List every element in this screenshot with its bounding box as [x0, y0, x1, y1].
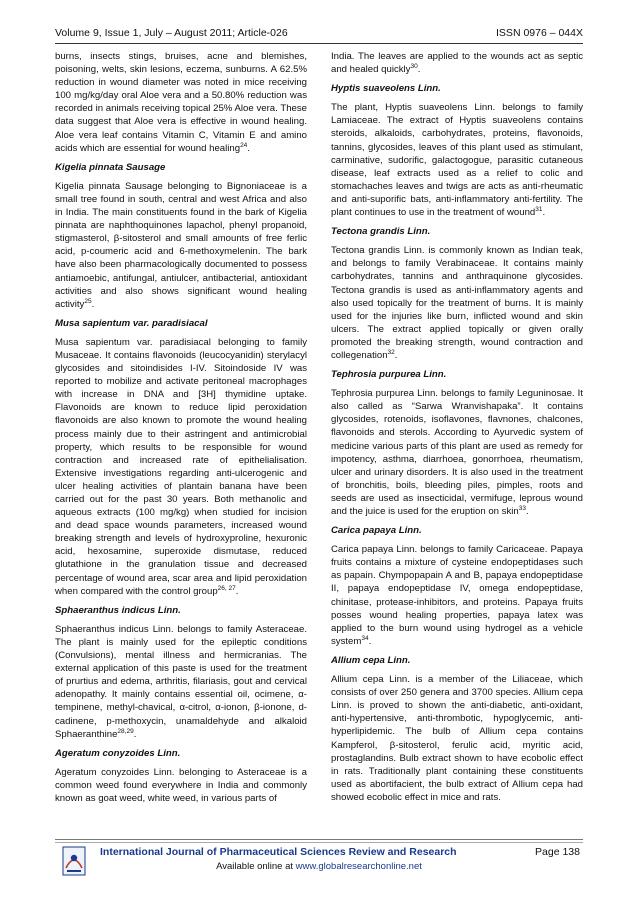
- paragraph: Tephrosia purpurea Linn. belongs to family Leguninosae. It also called as “Sarwa Wranvishapaka”. It contains glycosides, rotenoids, isoflavones, flavnones, chalcones, flavonoids and sterols. According to Ayurvedic system of medicine various parts of this plant are used as remedy for impotency, asthma, diarrhoea, gonorrhoea, rheumatism, ulcer and urinary disorders. It is also used in the treatment of bronchitis, boils, bleeding piles, pimples, roots and seeds are used as insecticidal, vermifuge, leprous wound and the juice is used for the eruption on skin$^{33}$.: [331, 388, 583, 517]
- website-link[interactable]: www.globalresearchonline.net: [295, 861, 422, 872]
- paragraph: The plant, Hyptis suaveolens Linn. belongs to family Lamiaceae. The extract of Hyptis suaveolens contains steroids, alkaloids, carbohydrates, proteins, flavonoids, tannins, glycosides, leaves of this plant used as stimulant, carminative, sudorific, galactogogue, parasitic cutaneous disease, leaf extracts used as a relief to colic and stomachaches leaves and twigs are acts as anti-rheumatic and anti-suporific bats, anti-inflammatory anti-fertility. The plant continues to use in the treatment of wound$^{31}$.: [331, 102, 583, 219]
- citation: 25: [84, 297, 92, 305]
- citation: 32: [387, 348, 395, 356]
- section-heading: Musa sapientum var. paradisiacal: [55, 317, 208, 329]
- paragraph: Kigelia pinnata Sausage belonging to Bignoniaceae is a small tree found in south, central and west Africa and also in India. The main constituents found in the bark of Kigelia pinnata are naphthoquinones lapachol, phenyl propanoid, stigmasterol, β-sitosterol and small amounts of free ferlic acid, p-coumeric acid and 6-methoxymelenin. The bark have also been pharmacologically documented to possess antiamoebic, antifungal, antiulcer, antibacterial, antioxidant activities and also shows significant wound healing activity$^{25}$.: [55, 180, 307, 310]
- section-heading: Carica papaya Linn.: [331, 525, 422, 537]
- section-heading: Tephrosia purpurea Linn.: [331, 369, 447, 381]
- citation: 28,29: [117, 727, 134, 735]
- section-heading: Hyptis suaveolens Linn.: [331, 83, 441, 95]
- header-rule: [55, 43, 583, 44]
- paragraph: Sphaeranthus indicus Linn. belongs to family Asteraceae. The plant is mainly used for the epileptic conditions (Convulsions), mental illness and hermicranias. The external application of this paste is used for the treatment of prurtius and edema, arthritis, filariasis, gout and cervical adenopathy. It mainly contains essential oil, ocimene, α-tempinene, methyl-chavical, α-citrol, α-ionon, β-ionone, d-cadinene, p-methoxycin, unamaldehyde and alkaloid Sphaeranthine$^{28,29}$.: [55, 623, 307, 740]
- section-heading: Allium cepa Linn.: [331, 654, 411, 666]
- journal-name: International Journal of Pharmaceutical Sciences Review and Research: [100, 846, 457, 858]
- page-header: [55, 24, 583, 44]
- left-column: [55, 50, 307, 811]
- paragraph: Allium cepa Linn. is a member of the Liliaceae, which consists of over 250 genera and 3700 species. Allium cepa Linn. is proved to shown the anti-diabetic, anti-oxidant, anti-hypertensive, anti-thrombotic, hypoglycemic, anti-hyperlipidemic. The bulb of Allium cepa contains Kampferol, β-sitosterol, ferulic acid, myritic acid, prostaglandins. Bulb extract shown to have ecobolic effect in rats. Traditionally plant containing these constituents used as abortifacient, the bulb extract of Allium cepa had showed ecobolic effect in mice and rats.: [331, 674, 583, 803]
- footer-rule-thin: [55, 842, 583, 843]
- availability-line: Available online at www.globalresearchonline.net: [216, 861, 422, 872]
- paragraph: Ageratum conyzoides Linn. belonging to Asteraceae is a common weed found everywhere in India and commonly known as goat weed, white weed, in various parts of: [55, 766, 307, 804]
- section-heading: Ageratum conyzoides Linn.: [55, 747, 181, 759]
- section-heading: Sphaeranthus indicus Linn.: [55, 604, 181, 616]
- volume-info: Volume 9, Issue 1, July – August 2011; Article-026: [55, 27, 288, 39]
- citation: 30: [410, 62, 418, 70]
- footer-rule: [55, 839, 583, 840]
- section-heading: Kigelia pinnata Sausage: [55, 161, 166, 173]
- page-number: Page 138: [535, 846, 580, 858]
- paragraph: Carica papaya Linn. belongs to family Caricaceae. Papaya fruits contains a mixture of cysteine endopeptidases such as papain. Chympopapain A and B, papaya endopeptidase II, papaya endopeptidase IV, omega endopeptidase, chinitase, protease-inhibitors, and proteins. Papaya fruits posses wound healing properties, papaya latex was applied to the burn wound using hydrogel as a vehicle system$^{34}$.: [331, 544, 583, 647]
- citation: 34: [361, 634, 369, 642]
- paragraph: burns, insects stings, bruises, acne and blemishes, poisoning, welts, skin lesions, eczema, sunburns. A 62.5% reduction in wound diameter was noted in mice receiving 100 mg/kg/day oral Aloe vera and a 50.80% reduction was recorded in animals receiving topical 25% Aloe vera. These data suggest that Aloe vera is effective in wound healing. Aloe vera leaf contains Vitamin C, Vitamin E and amino acids which are essential for wound healing$^{24}$.: [55, 51, 307, 154]
- section-heading: Tectona grandis Linn.: [331, 226, 431, 238]
- citation: 26, 27: [217, 584, 236, 592]
- right-column: [331, 50, 583, 810]
- citation: 33: [518, 504, 526, 512]
- paragraph: India. The leaves are applied to the wounds act as septic and healed quickly$^{30}$.: [331, 51, 583, 76]
- issn: ISSN 0976 – 044X: [496, 27, 583, 39]
- paragraph: Musa sapientum var. paradisiacal belonging to family Musaceae. It contains flavonoids (leucocyanidin) sterylacyl glycosides and sitoindisides I-IV. Sitoindoside IV was reported to mobilize and activate peritoneal macrophages with increase in DNA and [3H] thymidine uptake. Flavonoids are known to reduce lipid peroxidation flavonoids are also known to promote the wound healing process mainly due to their astringent and antimicrobial property, which results to be responsible for wound contraction and increased rate of epithelialisation. Extensive investigations regarding anti-ulcerogenic and ulcer healing activities of plantain banana have been carried out for the past 30 years. Both methanolic and aqueous extracts (100 mg/kg) when studied for incision and dead space wounds parameters, increased wound breaking strength and levels of hydroxyproline, hexuronic acid, hexosamine, superoxide dismutase, reduced glutathione in the granulation tissue and decreased percentage of wound area, scar area and lipid peroxidation when compared with the control group$^{26, 27}$.: [55, 336, 307, 597]
- paragraph: Tectona grandis Linn. is commonly known as Indian teak, and belongs to family Verabinaceae. It contains mainly carbohydrates, tannins and anthraquinone glycosides. Tectona grandis is used as anti-inflammatory agents and also used topically for the treatment of burns. It is mainly used for the injuries like burn, inflicted wound and skin ulcers. The extract applied topically or given orally promoted the breaking strength, wound contraction and collegenation$^{32}$.: [331, 245, 583, 361]
- citation: 24: [240, 141, 248, 149]
- citation: 31: [535, 205, 543, 213]
